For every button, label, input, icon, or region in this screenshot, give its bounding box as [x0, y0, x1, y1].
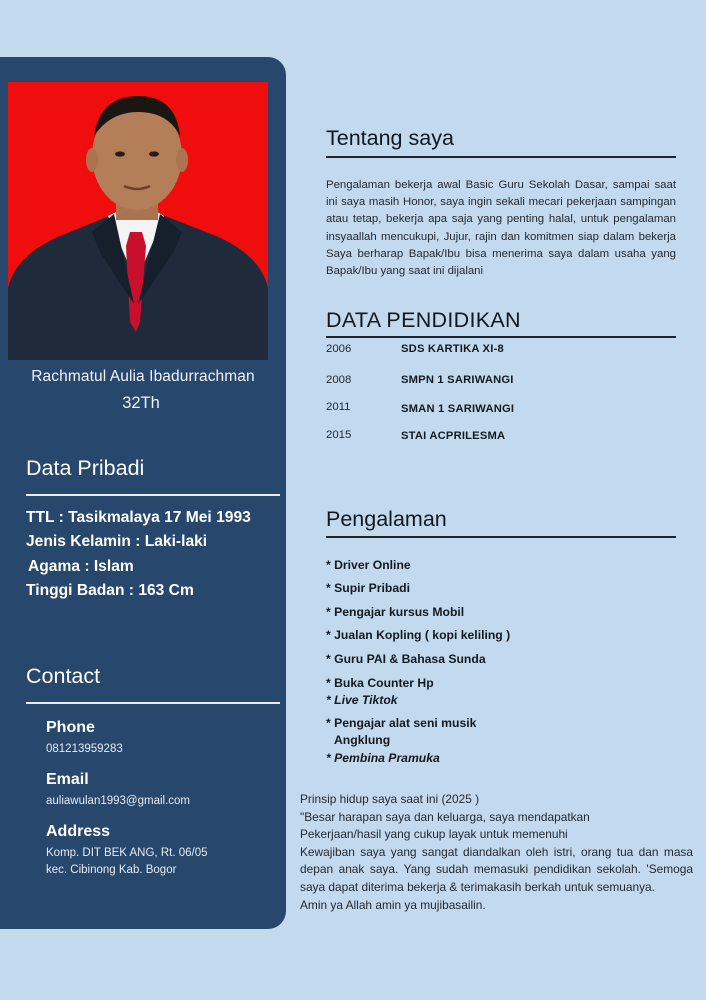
profile-age: 32Th: [122, 394, 160, 412]
pribadi-height: Tinggi Badan : 163 Cm: [26, 581, 194, 599]
education-year: 2011: [326, 401, 351, 413]
pribadi-ttl: TTL : Tasikmalaya 17 Mei 1993: [26, 509, 251, 526]
principle-closing: Amin ya Allah amin ya mujibasailin.: [300, 897, 486, 912]
experience-item: * Pengajar kursus Mobil: [326, 605, 465, 619]
pribadi-gender: Jenis Kelamin : Laki-laki: [26, 533, 208, 551]
education-heading: DATA PENDIDIKAN: [326, 308, 521, 332]
email-address[interactable]: auliawulan1993@gmail.com: [46, 795, 191, 807]
experience-heading: Pengalaman: [326, 507, 447, 531]
experience-item: * Pembina Pramuka: [326, 751, 440, 765]
address-line-2: kec. Cibinong Kab. Bogor: [46, 864, 177, 876]
education-school: STAI ACPRILESMA: [401, 430, 506, 442]
about-heading: Tentang saya: [326, 126, 454, 150]
profile-name: Rachmatul Aulia Ibadurrachman: [31, 368, 255, 385]
portrait-photo-icon: [8, 82, 268, 360]
education-year: 2008: [326, 374, 352, 386]
address-line-1: Komp. DIT BEK ANG, Rt. 06/05: [46, 847, 208, 859]
email-label: Email: [46, 771, 89, 788]
contact-divider: [26, 702, 280, 704]
education-year: 2006: [326, 343, 352, 355]
address-label: Address: [46, 823, 111, 840]
data-pribadi-heading: Data Pribadi: [26, 456, 145, 480]
about-text: Pengalaman bekerja awal Basic Guru Sekolah Dasar, sampai saat ini saya masih Honor, saya ingin sekali mecari pekerjaan sampingan atau tetap, bekerja apa saja yang penting halal, untuk pengalaman insyaallah mencukupi, Jujur, rajin dan komitmen siap dalam bekerja Saya berharap Bapak/Ibu bisa menerima saya dalam usaha yang Bapak/Ibu yang saat ini dijalani: [326, 179, 676, 278]
phone-label: Phone: [46, 719, 95, 736]
education-school: SDS KARTIKA XI-8: [401, 343, 504, 355]
experience-item: * Jualan Kopling ( kopi keliling ): [326, 628, 511, 642]
principle-title: Prinsip hidup saya saat ini (2025 ): [300, 792, 480, 806]
phone-number[interactable]: 081213959283: [46, 743, 123, 755]
data-pribadi-divider: [26, 494, 280, 496]
principle-body: Kewajiban saya yang sangat diandalkan oleh istri, orang tua dan masa depan anak saya. Yang sudah memasuki pendidikan sekolah. 'Semoga saya dapat diterima bekerja & terimakasih berkah untuk semuanya.: [300, 844, 693, 894]
experience-item: * Buka Counter Hp: [326, 676, 434, 690]
experience-item: * Pengajar alat seni musik: [326, 716, 477, 730]
experience-item-continued: Angklung: [334, 733, 391, 747]
education-year: 2015: [326, 429, 352, 441]
education-divider: [326, 336, 676, 338]
life-principle-block: [300, 791, 693, 914]
education-school: SMAN 1 SARIWANGI: [401, 403, 515, 415]
experience-item: * Driver Online: [326, 558, 411, 572]
profile-photo: [8, 82, 268, 360]
experience-item: * Live Tiktok: [326, 693, 398, 707]
education-school: SMPN 1 SARIWANGI: [401, 374, 514, 386]
pribadi-religion: Agama : Islam: [28, 557, 134, 575]
experience-divider: [326, 536, 676, 538]
experience-item: * Guru PAI & Bahasa Sunda: [326, 652, 486, 666]
data-pribadi-list: [26, 506, 251, 603]
principle-line-1: "Besar harapan saya dan keluarga, saya mendapatkan: [300, 809, 590, 824]
experience-item: * Supir Pribadi: [326, 581, 410, 595]
principle-line-2: Pekerjaan/hasil yang cukup layak untuk memenuhi: [300, 827, 568, 842]
contact-heading: Contact: [26, 664, 101, 688]
about-divider: [326, 156, 676, 158]
